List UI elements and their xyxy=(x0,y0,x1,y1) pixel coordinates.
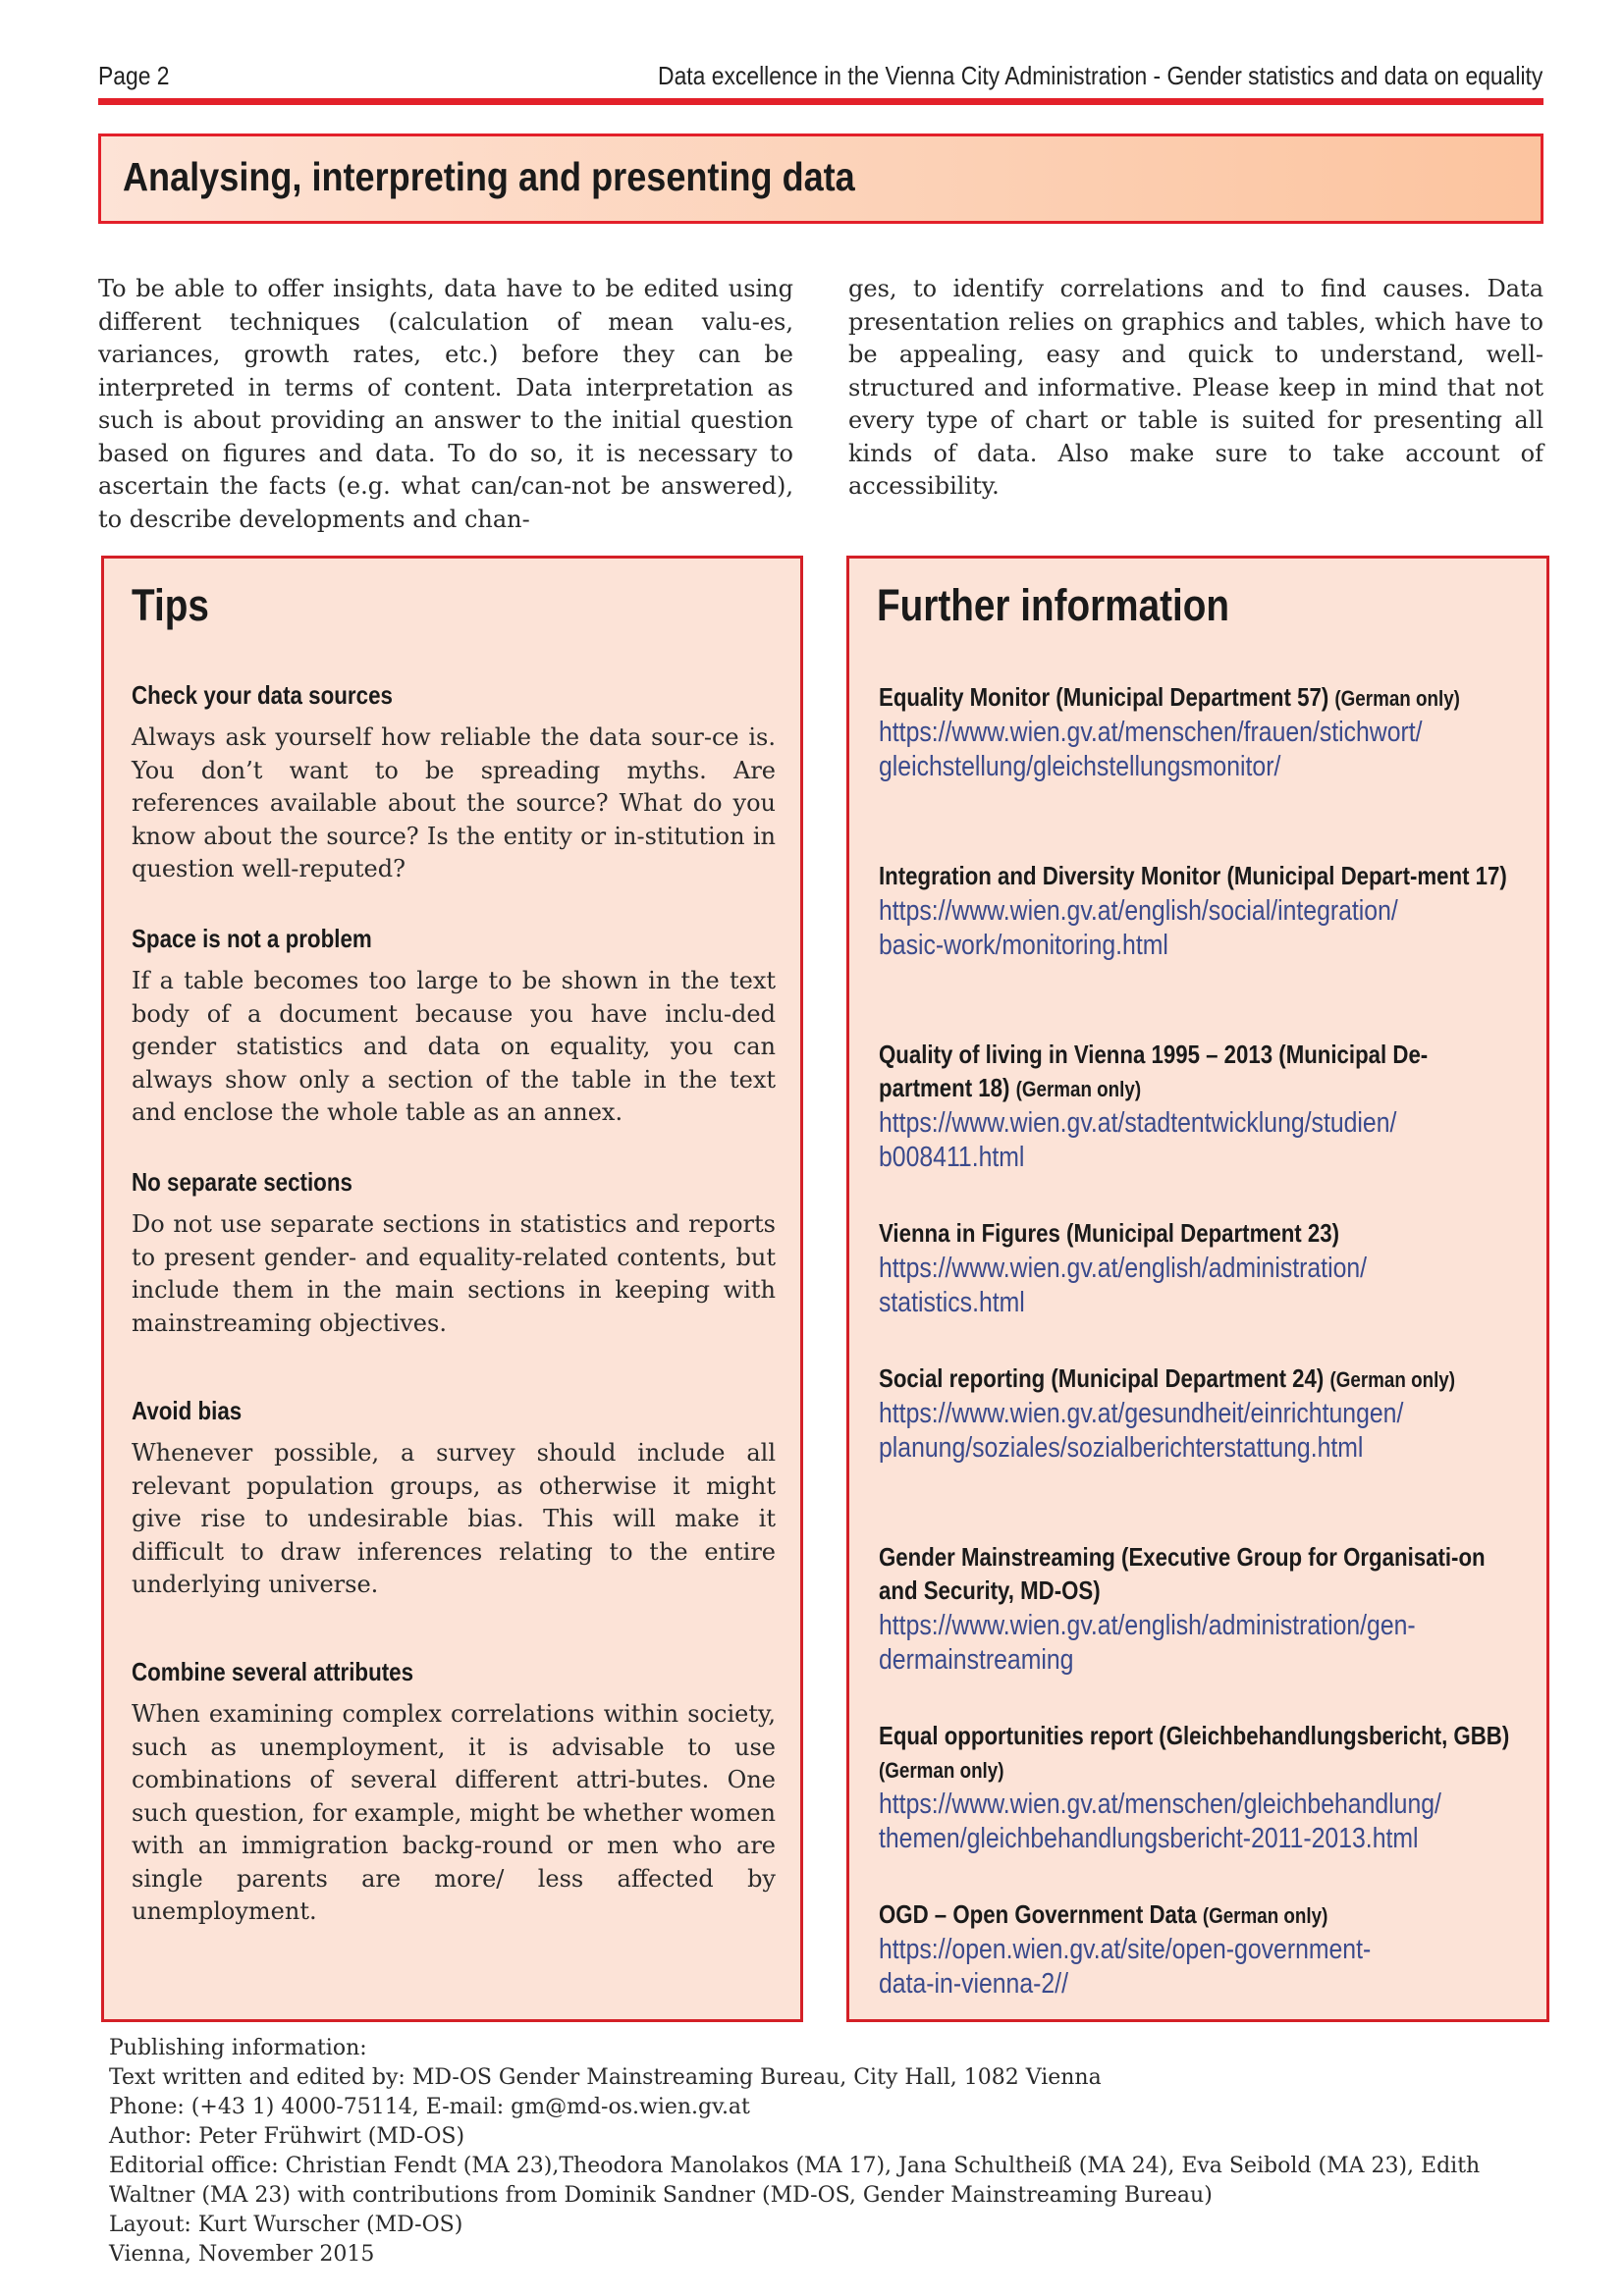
publishing-line: Editorial office: Christian Fendt (MA 23),Theodora Manolakos (MA 17), Jana Schultheiß (MA 24), Eva Seibold (MA 23), Edith xyxy=(109,2154,1481,2178)
info-link[interactable]: https://www.wien.gv.at/english/administration/gen- dermainstreaming xyxy=(879,1610,1416,1676)
tips-box xyxy=(101,556,803,2022)
publishing-line: Waltner (MA 23) with contributions from Dominik Sandner (MD-OS, Gender Mainstreaming Bureau) xyxy=(109,2183,1213,2208)
further-information-title: Further information xyxy=(877,580,1230,630)
tip-text: When examining complex correlations within society, such as unemployment, it is advisable to use combinations of several different attri-butes. One such question, for example, might be whether women with an immigration backg-round or men who are single parents are more/ less affected by unemployment. xyxy=(132,1700,776,1925)
info-heading: Quality of living in Vienna 1995 – 2013 (Municipal De-partment 18) (German only) xyxy=(879,1040,1429,1102)
publishing-line: Author: Peter Frühwirt (MD-OS) xyxy=(109,2124,465,2149)
info-item xyxy=(879,680,1517,784)
info-heading: Equality Monitor (Municipal Department 57) (German only) xyxy=(879,682,1460,712)
info-item xyxy=(879,1038,1517,1175)
tip-text: Do not use separate sections in statistics and reports to present gender- and equality-related contents, but include them in the main sections in keeping with mainstreaming objectives. xyxy=(132,1210,776,1337)
section-title: Analysing, interpreting and presenting data xyxy=(123,154,855,199)
publishing-information xyxy=(109,2034,1552,2269)
publishing-line: Publishing information: xyxy=(109,2036,367,2060)
info-link[interactable]: https://www.wien.gv.at/menschen/gleichbehandlung/ themen/gleichbehandlungsbericht-2011-2013.html xyxy=(879,1789,1441,1854)
info-item xyxy=(879,1216,1517,1320)
info-heading: Integration and Diversity Monitor (Municipal Depart-ment 17) xyxy=(879,861,1507,890)
info-item xyxy=(879,1897,1517,2002)
info-note: (German only) xyxy=(1202,1903,1328,1928)
tip-item xyxy=(132,1167,776,1340)
info-item xyxy=(879,1362,1517,1466)
info-note: (German only) xyxy=(1329,1367,1456,1392)
info-link[interactable]: https://open.wien.gv.at/site/open-government- data-in-vienna-2// xyxy=(879,1934,1372,2000)
tip-item xyxy=(132,1396,776,1602)
info-note: (German only) xyxy=(1015,1077,1142,1101)
publishing-line: Phone: (+43 1) 4000-75114, E-mail: gm@md-os.wien.gv.at xyxy=(109,2095,750,2119)
tip-heading: Avoid bias xyxy=(132,1396,243,1425)
info-note: (German only) xyxy=(1334,686,1460,711)
info-item xyxy=(879,859,1517,963)
tip-text: Whenever possible, a survey should include all relevant population groups, as otherwise it might give rise to undesirable bias. This will make it difficult to draw inferences relating to the entire underlying universe. xyxy=(132,1439,776,1598)
publishing-line: Vienna, November 2015 xyxy=(109,2242,375,2267)
document-title: Data excellence in the Vienna City Administration - Gender statistics and data on equality xyxy=(658,61,1543,90)
info-heading: OGD – Open Government Data (German only) xyxy=(879,1899,1328,1929)
header-rule xyxy=(98,98,1543,105)
page-header xyxy=(98,57,1543,96)
tip-item xyxy=(132,924,776,1130)
tip-text: If a table becomes too large to be shown in the text body of a document because you have inclu-ded gender statistics and data on equality, you can always show only a section of the table in the text and enclose the whole table as an annex. xyxy=(132,967,776,1126)
tip-heading: Check your data sources xyxy=(132,680,393,710)
tips-title: Tips xyxy=(132,580,209,630)
info-link[interactable]: https://www.wien.gv.at/english/social/integration/ basic-work/monitoring.html xyxy=(879,895,1398,961)
info-item xyxy=(879,1540,1517,1678)
page-number: Page 2 xyxy=(98,61,170,90)
info-link[interactable]: https://www.wien.gv.at/gesundheit/einrichtungen/ planung/soziales/sozialberichterstattung.html xyxy=(879,1398,1404,1464)
publishing-line: Layout: Kurt Wurscher (MD-OS) xyxy=(109,2213,463,2237)
info-link[interactable]: https://www.wien.gv.at/menschen/frauen/stichwort/ gleichstellung/gleichstellungsmonitor/ xyxy=(879,717,1423,782)
info-link[interactable]: https://www.wien.gv.at/stadtentwicklung/studien/ b008411.html xyxy=(879,1107,1397,1173)
info-note: (German only) xyxy=(879,1758,1004,1783)
section-banner xyxy=(98,133,1543,224)
publishing-line: Text written and edited by: MD-OS Gender Mainstreaming Bureau, City Hall, 1082 Vienna xyxy=(109,2065,1102,2090)
info-link[interactable]: https://www.wien.gv.at/english/administration/ statistics.html xyxy=(879,1253,1368,1318)
further-information-box xyxy=(846,556,1549,2022)
info-item xyxy=(879,1719,1517,1856)
info-heading: Equal opportunities report (Gleichbehandlungsbericht, GBB) (German only) xyxy=(879,1721,1510,1783)
tip-item xyxy=(132,680,776,886)
tip-heading: No separate sections xyxy=(132,1167,352,1197)
tip-heading: Combine several attributes xyxy=(132,1657,414,1686)
tip-item xyxy=(132,1657,776,1929)
info-heading: Gender Mainstreaming (Executive Group for Organisati-on and Security, MD-OS) xyxy=(879,1542,1486,1605)
info-heading: Social reporting (Municipal Department 24) (German only) xyxy=(879,1363,1456,1393)
tip-heading: Space is not a problem xyxy=(132,924,372,953)
intro-text-left: To be able to offer insights, data have to be edited using different techniques (calculation of mean valu-es, variances, growth rates, etc.) before they can be interpreted in terms of content. Data interpretation as such is about providing an answer to the initial question based on figures and data. To do so, it is necessary to ascertain the facts (e.g. what can/can-not be answered), to describe developments and chan- xyxy=(98,275,793,533)
tip-text: Always ask yourself how reliable the data sour-ce is. You don’t want to be spreading myths. Are references available about the source? What do you know about the source? Is the entity or in-stitution in question well-reputed? xyxy=(132,723,776,882)
info-heading: Vienna in Figures (Municipal Department 23) xyxy=(879,1218,1339,1248)
intro-text-right: ges, to identify correlations and to find causes. Data presentation relies on graphics and tables, which have to be appealing, easy and quick to understand, well-structured and informative. Please keep in mind that not every type of chart or table is suited for presenting all kinds of data. Also make sure to take account of accessibility. xyxy=(848,275,1543,500)
